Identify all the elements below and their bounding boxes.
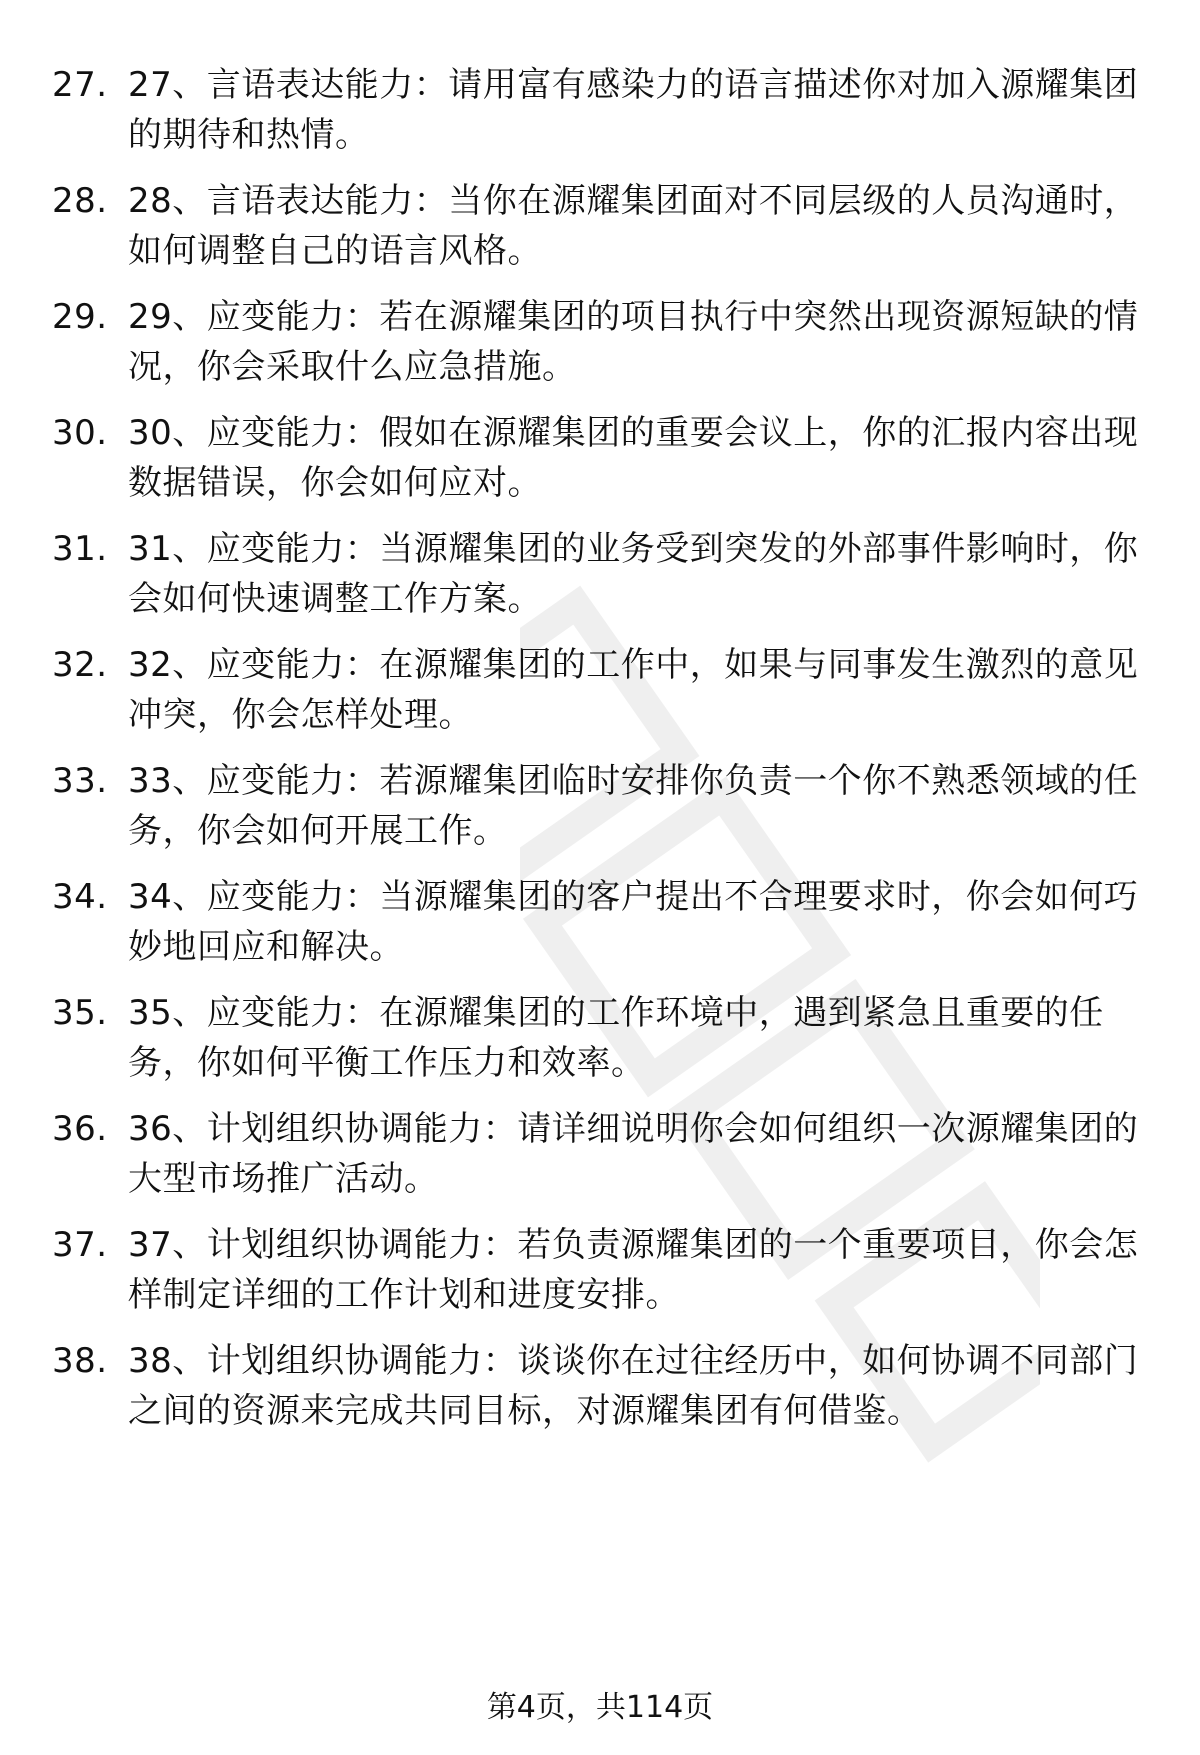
item-text: 33、应变能力：若源耀集团临时安排你负责一个你不熟悉领域的任务，你会如何开展工作。 xyxy=(128,761,1139,851)
item-number: 33. xyxy=(52,761,108,801)
item-text: 37、计划组织协调能力：若负责源耀集团的一个重要项目，你会怎样制定详细的工作计划和进度安排。 xyxy=(128,1225,1139,1315)
item-number: 29. xyxy=(52,297,108,337)
item-text: 32、应变能力：在源耀集团的工作中，如果与同事发生激烈的意见冲突，你会怎样处理。 xyxy=(128,645,1139,735)
page-footer: 第4页，共114页 xyxy=(486,1690,714,1725)
item-number: 34. xyxy=(52,877,108,917)
item-text: 30、应变能力：假如在源耀集团的重要会议上，你的汇报内容出现数据错误，你会如何应对。 xyxy=(128,413,1139,503)
item-text: 35、应变能力：在源耀集团的工作环境中，遇到紧急且重要的任务，你如何平衡工作压力和效率。 xyxy=(128,993,1104,1083)
item-number: 32. xyxy=(52,645,108,685)
item-number: 38. xyxy=(52,1341,108,1381)
item-text: 36、计划组织协调能力：请详细说明你会如何组织一次源耀集团的大型市场推广活动。 xyxy=(128,1109,1139,1199)
item-number: 28. xyxy=(52,181,108,221)
item-number: 35. xyxy=(52,993,108,1033)
item-number: 30. xyxy=(52,413,108,453)
item-text: 34、应变能力：当源耀集团的客户提出不合理要求时，你会如何巧妙地回应和解决。 xyxy=(128,877,1139,967)
item-text: 28、言语表达能力：当你在源耀集团面对不同层级的人员沟通时，如何调整自己的语言风格。 xyxy=(128,181,1139,271)
item-text: 31、应变能力：当源耀集团的业务受到突发的外部事件影响时，你会如何快速调整工作方案。 xyxy=(128,529,1139,619)
item-number: 36. xyxy=(52,1109,108,1149)
item-number: 37. xyxy=(52,1225,108,1265)
item-number: 27. xyxy=(52,65,108,105)
item-text: 27、言语表达能力：请用富有感染力的语言描述你对加入源耀集团的期待和热情。 xyxy=(128,65,1139,155)
item-number: 31. xyxy=(52,529,108,569)
item-text: 38、计划组织协调能力：谈谈你在过往经历中，如何协调不同部门之间的资源来完成共同目标，对源耀集团有何借鉴。 xyxy=(128,1341,1139,1431)
item-text: 29、应变能力：若在源耀集团的项目执行中突然出现资源短缺的情况，你会采取什么应急措施。 xyxy=(128,297,1139,387)
